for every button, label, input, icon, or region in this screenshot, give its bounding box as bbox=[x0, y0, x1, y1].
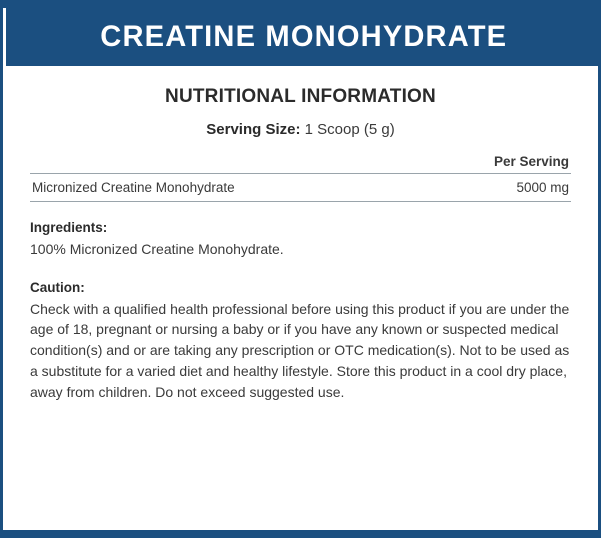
label-content bbox=[6, 66, 595, 530]
bottom-border-bar bbox=[3, 530, 601, 538]
caution-heading: Caution: bbox=[30, 279, 85, 295]
ingredients-block bbox=[30, 220, 571, 260]
ingredients-heading: Ingredients: bbox=[30, 220, 108, 235]
product-header-band bbox=[6, 8, 601, 66]
top-border-bar bbox=[3, 0, 601, 8]
nutrient-amount: 5000 mg bbox=[516, 180, 569, 195]
serving-size-value: 1 Scoop (5 g) bbox=[304, 121, 395, 138]
nutrient-name: Micronized Creatine Monohydrate bbox=[32, 180, 235, 195]
ingredients-text: 100% Micronized Creatine Monohydrate. bbox=[30, 241, 284, 257]
caution-block bbox=[30, 280, 571, 403]
table-row bbox=[30, 174, 571, 201]
section-title: NUTRITIONAL INFORMATION bbox=[165, 86, 436, 107]
per-serving-column-header: Per Serving bbox=[493, 154, 569, 169]
nutrient-table-bottom-rule bbox=[30, 201, 571, 202]
serving-size-label: Serving Size: bbox=[206, 121, 301, 138]
caution-text: Check with a qualified health professional before using this product if you are under the age of 18, pregnant or nursing a baby or if you have any known or suspected medical condition(s) and or are taking any prescription or OTC medication(s). Not to be used as a substitute for a varied diet and healthy lifestyle. Store this product in a cool dry place, away from children. Do not exceed suggested use. bbox=[30, 300, 570, 400]
product-title: CREATINE MONOHYDRATE bbox=[100, 20, 507, 53]
serving-size-line bbox=[30, 121, 571, 138]
